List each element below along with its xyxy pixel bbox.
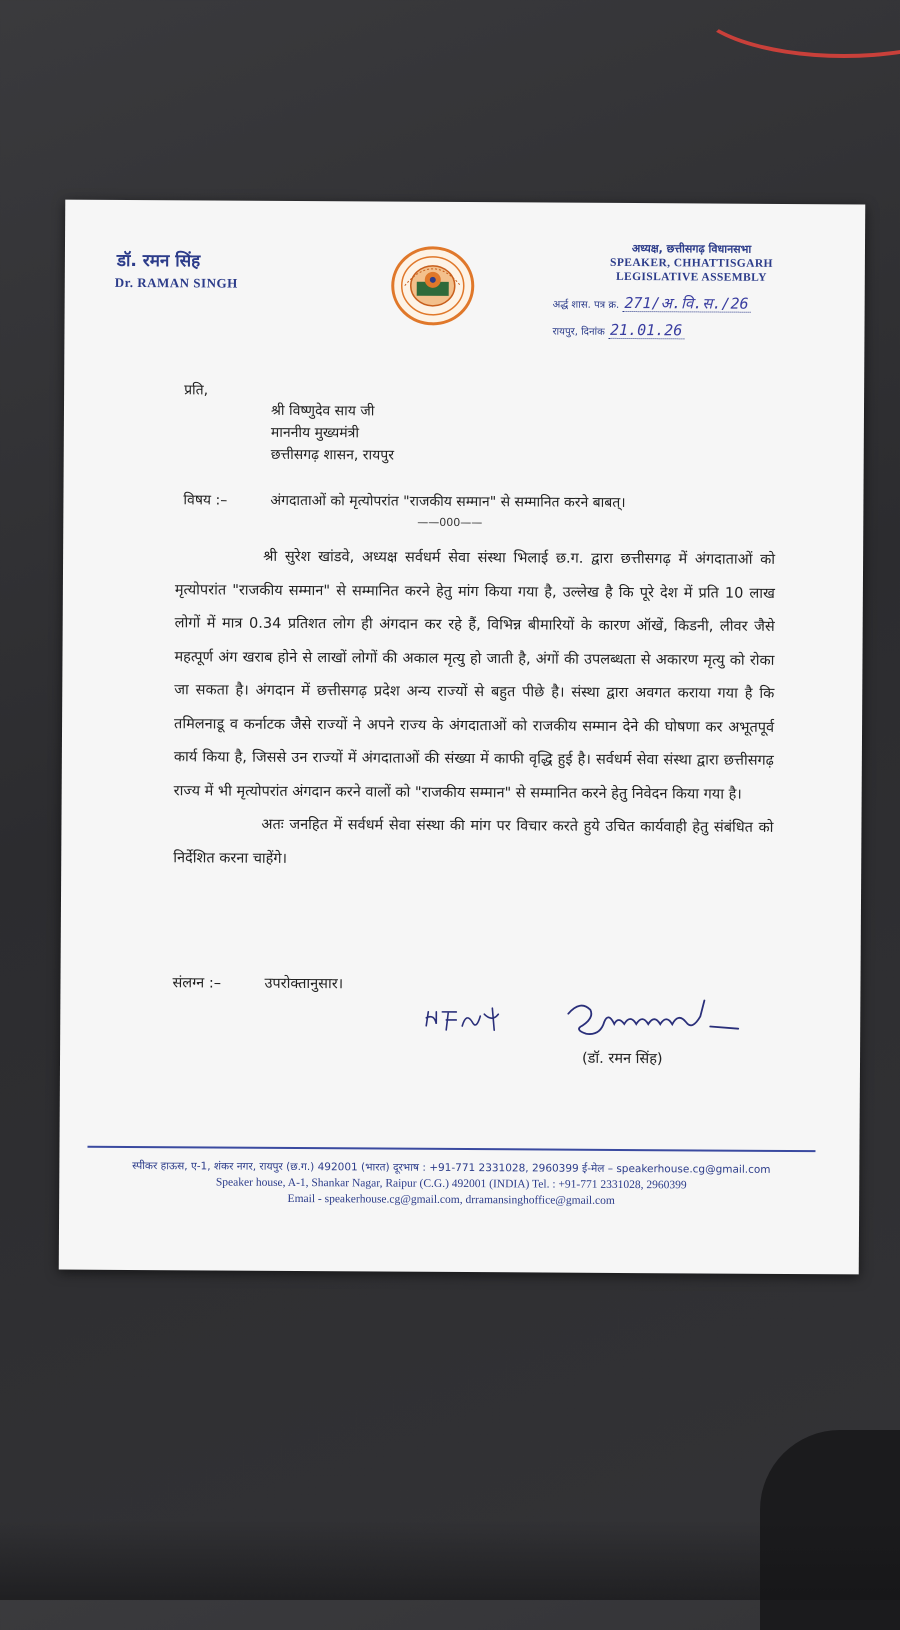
to-label: प्रति, — [184, 382, 209, 399]
subject-label: विषय :– — [183, 492, 228, 509]
handwritten-initial — [422, 1002, 512, 1039]
enclosure-text: उपरोक्तानुसार। — [264, 975, 344, 993]
rubber-band — [690, 0, 900, 58]
footer-line-english: Speaker house, A-1, Shankar Nagar, Raipur (C.G.) 492001 (INDIA) Tel. : +91-771 2331028, 2960399 — [215, 1176, 687, 1192]
reference-number-line — [553, 293, 763, 314]
letterhead-name-hindi: डॉ. रमन सिंह — [116, 250, 201, 272]
office-title-hindi: अध्यक्ष, छत्तीसगढ़ विधानसभा — [631, 242, 752, 256]
recipient-address — [271, 400, 395, 467]
reference-value: 271/अ.वि.स./26 — [624, 293, 749, 313]
office-title-english-2: LEGISLATIVE ASSEMBLY — [615, 270, 767, 284]
letter-body — [173, 540, 775, 879]
date-label: रायपुर, दिनांक — [552, 326, 605, 338]
signature — [560, 996, 770, 1045]
letterhead-name-english: Dr. RAMAN SINGH — [114, 274, 238, 291]
body-paragraph-1: श्री सुरेश खांडवे, अध्यक्ष सर्वधर्म सेवा संस्था भिलाई छ.ग. द्वारा छत्तीसगढ़ में अंगदाताओं को मृत्योपरांत "राजकीय सम्मान" से सम्मानित करने हेतु मांग किया गया है, उल्लेख है कि पूरे देश में प्रति 10 लाख लोगों में मात्र 0.34 प्रतिशत लोग ही अंगदान कर रहे हैं, विभिन्न बीमारियों के कारण ऑखें, किडनी, लीवर जैसे महत्पूर्ण अंग खराब होने से लाखों लोगों की अकाल मृत्यु हो जाती है, अंगों की उपलब्धता से अकारण मृत्यु को रोका जा सकता है। अंगदान में छत्तीसगढ़ प्रदेश अन्य राज्यों से बहुत पीछे है। संस्था द्वारा अवगत कराया गया है कि तमिलनाडू व कर्नाटक जैसे राज्यों ने अपने राज्य के अंगदाताओं को राजकीय सम्मान देने की घोषणा कर अभूतपूर्व कार्य किया है, जिससे उन राज्यों में अंगदाताओं की संख्या में काफी वृद्धि हुई है। सर्वधर्म सेवा संस्था द्वारा छत्तीसगढ़ राज्य में भी मृत्योपरांत अंगदान करने वालों को "राजकीय सम्मान" से सम्मानित करने हेतु निवेदन किया गया है। — [173, 548, 776, 803]
signer-name: (डॉ. रमन सिंह) — [581, 1050, 663, 1068]
subject-separator: ——000—— — [417, 515, 483, 530]
recipient-line-2: माननीय मुख्यमंत्री — [270, 424, 360, 442]
letter-page — [59, 200, 866, 1275]
footer-email-line: Email - speakerhouse.cg@gmail.com, drramansinghoffice@gmail.com — [287, 1192, 615, 1207]
recipient-line-3: छत्तीसगढ़ शासन, रायपुर — [270, 446, 395, 464]
date-value: 21.01.26 — [609, 320, 683, 340]
recipient-line-1: श्री विष्णुदेव साय जी — [270, 402, 375, 420]
reference-label: अर्द्ध शास. पत्र क्र. — [552, 299, 620, 311]
office-title — [610, 241, 773, 285]
body-paragraph-2: अतः जनहित में सर्वधर्म सेवा संस्था की मांग पर विचार करते हुये उचित कार्यवाही हेतु संबंधित को निर्देशित करना चाहेंगे। — [173, 816, 774, 867]
footer-line-hindi: स्पीकर हाऊस, ए-1, शंकर नगर, रायपुर (छ.ग.) 492001 (भारत) दूरभाष : +91-771 2331028, 2960399 ई-मेल – speakerhouse.cg@gmail.com — [132, 1159, 771, 1176]
footer-divider — [87, 1146, 815, 1152]
subject-text: अंगदाताओं को मृत्योपरांत "राजकीय सम्मान" से सम्मानित करने बाबत्। — [270, 492, 626, 511]
date-line — [552, 321, 762, 340]
desk-shadow — [0, 1520, 900, 1600]
assembly-emblem — [391, 246, 475, 327]
letter-footer — [87, 1158, 815, 1210]
office-title-english-1: SPEAKER, CHHATTISGARH — [610, 256, 773, 270]
enclosure-label: संलग्न :– — [172, 975, 222, 992]
